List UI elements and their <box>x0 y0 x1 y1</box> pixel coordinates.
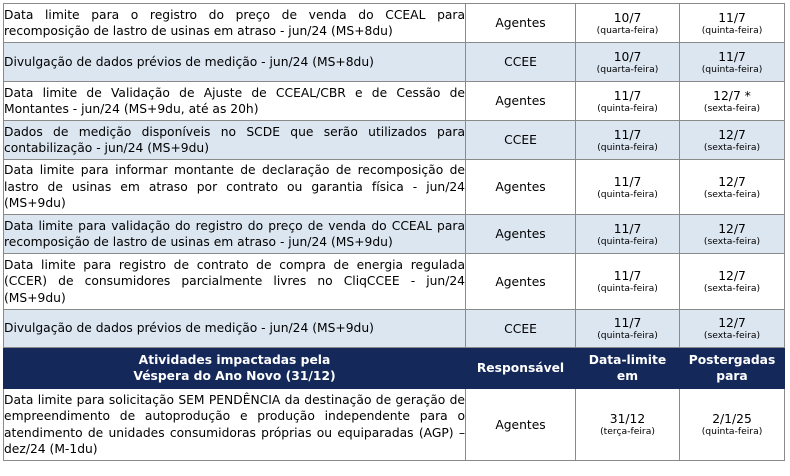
postponed-date-cell <box>680 82 785 121</box>
responsible-cell: Agentes <box>466 82 576 121</box>
responsible-header: Responsável <box>466 348 576 389</box>
limit-date: 11/7 <box>613 221 642 236</box>
limit-date-cell <box>576 254 680 310</box>
limit-weekday: (terça-feira) <box>600 426 655 437</box>
responsible-cell: CCEE <box>466 43 576 82</box>
postponed-date: 12/7 * <box>713 88 751 103</box>
limit-date-cell <box>576 121 680 160</box>
activity-description: Divulgação de dados prévios de medição - jun/24 (MS+8du) <box>4 43 466 82</box>
postponed-date-cell <box>680 310 785 348</box>
postponed-date-cell <box>680 160 785 215</box>
limit-date: 11/7 <box>613 174 642 189</box>
responsible-cell: CCEE <box>466 310 576 348</box>
limit-date-cell <box>576 215 680 254</box>
table-row <box>4 82 785 121</box>
limit-header-line2: em <box>616 369 639 383</box>
postponed-header <box>680 348 785 389</box>
postponed-date: 2/1/25 <box>712 412 752 426</box>
responsible-cell: Agentes <box>466 215 576 254</box>
postponed-date-cell <box>680 215 785 254</box>
postponed-date-cell <box>680 43 785 82</box>
responsible-cell: Agentes <box>466 254 576 310</box>
limit-weekday: (quinta-feira) <box>597 102 658 114</box>
postponed-weekday: (sexta-feira) <box>703 102 761 114</box>
limit-date-cell <box>576 4 680 43</box>
activity-description: Data limite para validação do registro do preço de venda do CCEAL para recomposição de lastro de usinas em atraso - jun/24 (MS+9du) <box>4 215 466 254</box>
activity-description: Dados de medição disponíveis no SCDE que serão utilizados para contabilização - jun/24 (MS+9du) <box>4 121 466 160</box>
section-title <box>4 348 466 389</box>
limit-date: 11/7 <box>613 127 642 142</box>
postponed-date: 12/7 <box>718 127 746 142</box>
limit-weekday: (quinta-feira) <box>597 330 658 341</box>
postponed-weekday: (sexta-feira) <box>703 330 761 341</box>
limit-weekday: (quinta-feira) <box>597 283 658 294</box>
section-title-line2: Véspera do Ano Novo (31/12) <box>133 369 336 383</box>
postponed-weekday: (sexta-feira) <box>703 283 761 294</box>
activity-description: Data limite para informar montante de declaração de recomposição de lastro de usinas em atraso por contrato ou garantia física - jun/24 (MS+9du) <box>4 160 466 215</box>
postponed-date: 11/7 <box>718 49 746 64</box>
postponed-date-cell <box>680 254 785 310</box>
limit-weekday: (quinta-feira) <box>597 235 658 247</box>
activity-description: Data limite para registro de contrato de compra de energia regulada (CCER) de consumidores parcialmente livres no CliqCCEE - jun/24 (MS+9du) <box>4 254 466 310</box>
activity-description: Data limite para o registro do preço de venda do CCEAL para recomposição de lastro de usinas em atraso - jun/24 (MS+8du) <box>4 4 466 43</box>
limit-date: 11/7 <box>613 88 642 103</box>
section-header-row <box>4 348 785 389</box>
postponed-date: 12/7 <box>718 174 746 189</box>
postponed-date: 11/7 <box>718 10 746 25</box>
limit-date: 11/7 <box>613 316 642 330</box>
section-title-line1: Atividades impactadas pela <box>138 353 331 367</box>
postponed-date: 12/7 <box>718 316 746 330</box>
limit-date-header <box>576 348 680 389</box>
limit-date-cell <box>576 160 680 215</box>
postponed-header-line1: Postergadas <box>688 353 776 367</box>
limit-weekday: (quinta-feira) <box>597 188 658 200</box>
postponed-weekday: (quinta-feira) <box>701 24 763 36</box>
responsible-cell: Agentes <box>466 4 576 43</box>
schedule-table <box>3 3 785 461</box>
postponed-weekday: (sexta-feira) <box>703 141 761 153</box>
table-row <box>4 254 785 310</box>
table-row <box>4 121 785 160</box>
postponed-weekday: (quinta-feira) <box>701 63 763 75</box>
activity-description: Data limite para solicitação SEM PENDÊNCIA da destinação de geração de empreendimento de autoprodução e produção independente para o atendimento de unidades consumidoras próprias ou equiparadas (AGP) – dez/24 (M-1du) <box>4 389 466 461</box>
limit-date-cell <box>576 389 680 461</box>
table-row <box>4 4 785 43</box>
limit-weekday: (quarta-feira) <box>596 63 659 75</box>
table-row <box>4 310 785 348</box>
postponed-weekday: (quinta-feira) <box>701 426 763 437</box>
responsible-cell: CCEE <box>466 121 576 160</box>
table-row <box>4 215 785 254</box>
postponed-weekday: (sexta-feira) <box>703 188 761 200</box>
postponed-date: 12/7 <box>718 221 746 236</box>
limit-date: 11/7 <box>613 269 642 283</box>
responsible-cell: Agentes <box>466 160 576 215</box>
table-row <box>4 389 785 461</box>
activity-description: Data limite de Validação de Ajuste de CCEAL/CBR e de Cessão de Montantes - jun/24 (MS+9du, até as 20h) <box>4 82 466 121</box>
limit-date: 10/7 <box>613 10 642 25</box>
activity-description: Divulgação de dados prévios de medição - jun/24 (MS+9du) <box>4 310 466 348</box>
postponed-date-cell <box>680 121 785 160</box>
responsible-cell: Agentes <box>466 389 576 461</box>
limit-date: 31/12 <box>609 412 646 426</box>
limit-date-cell <box>576 310 680 348</box>
postponed-weekday: (sexta-feira) <box>703 235 761 247</box>
postponed-date: 12/7 <box>718 269 746 283</box>
limit-date-cell <box>576 43 680 82</box>
postponed-header-line2: para <box>716 369 748 383</box>
table-row <box>4 160 785 215</box>
limit-date: 10/7 <box>613 49 642 64</box>
table-row <box>4 43 785 82</box>
postponed-date-cell <box>680 4 785 43</box>
limit-weekday: (quarta-feira) <box>596 24 659 36</box>
limit-header-line1: Data-limite <box>588 353 667 367</box>
limit-weekday: (quinta-feira) <box>597 141 658 153</box>
limit-date-cell <box>576 82 680 121</box>
postponed-date-cell <box>680 389 785 461</box>
